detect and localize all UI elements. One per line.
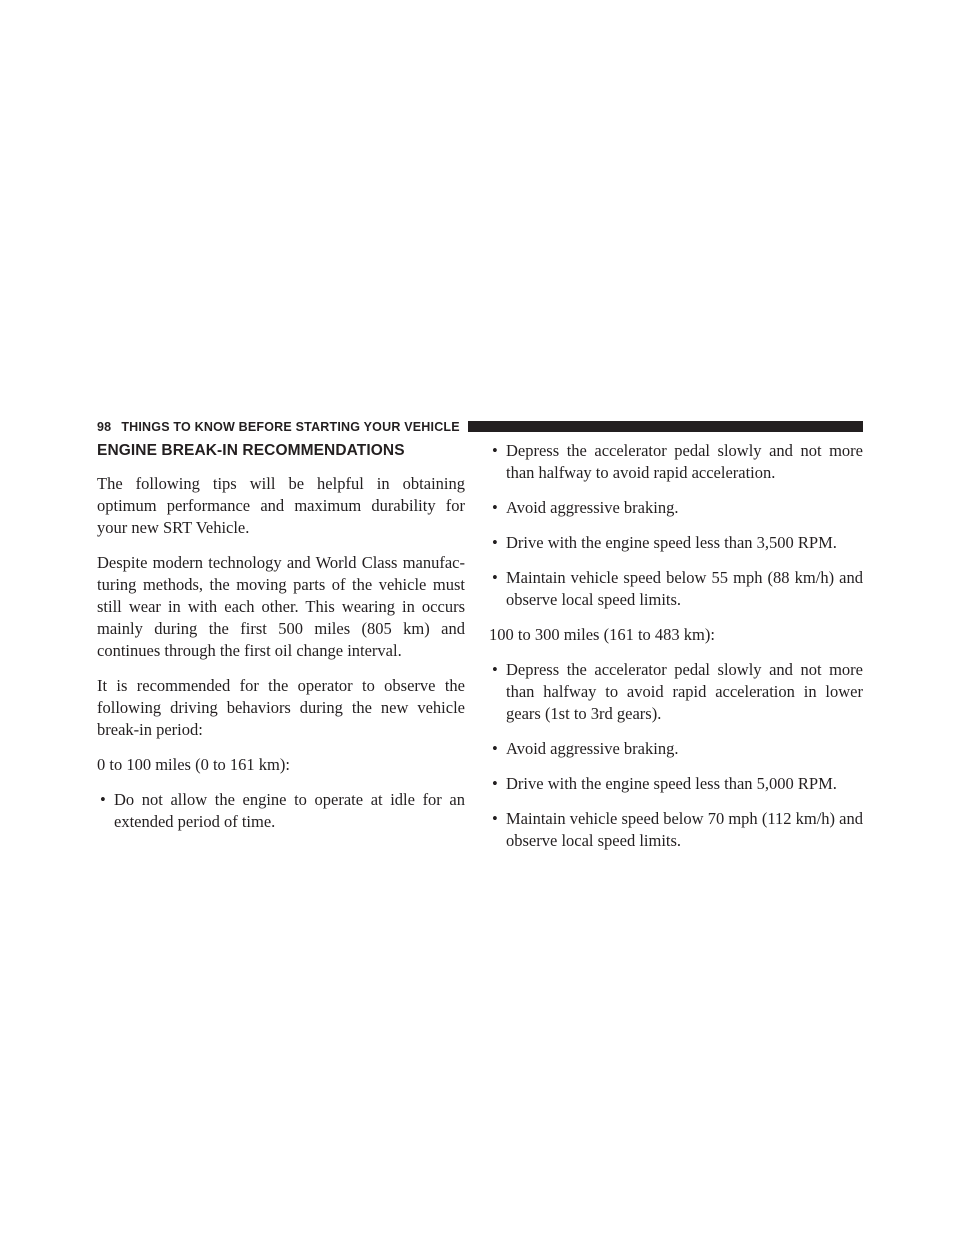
bullet-icon: • (492, 533, 498, 552)
list-item-text: Maintain vehicle speed below 70 mph (112 km/h) and observe local speed limits. (506, 809, 863, 850)
page-number: 98 (97, 419, 112, 434)
bullet-icon: • (492, 774, 498, 793)
bullet-icon: • (492, 498, 498, 517)
list-item-text: Drive with the engine speed less than 5,000 RPM. (506, 774, 837, 793)
bullet-list-0-100-continued (489, 440, 863, 611)
list-item (97, 789, 465, 833)
right-column (489, 440, 863, 865)
bullet-icon: • (492, 568, 498, 587)
intro-paragraph: The following tips will be helpful in obtaining optimum performance and maximum durability for your new SRT Vehicle. (97, 474, 465, 537)
list-item-text: Depress the accelerator pedal slowly and not more than halfway to avoid rapid acceleration in lower gears (1st to 3rd gears). (506, 660, 863, 723)
list-item-text: Avoid aggressive braking. (506, 739, 679, 758)
bullet-icon: • (100, 790, 106, 809)
behavior-paragraph: It is recommended for the operator to observe the following driving behaviors during the new vehicle break-in period: (97, 676, 465, 739)
bullet-icon: • (492, 441, 498, 460)
wear-paragraph: Despite modern technology and World Class manufacturing methods, the moving parts of the vehicle must still wear in with each other. This wearing in occurs mainly during the first 500 miles (805 km) and continues through the first oil change interval. (97, 553, 465, 660)
range-label-100-300: 100 to 300 miles (161 to 483 km): (489, 625, 715, 644)
bullet-list-100-300 (489, 659, 863, 852)
bullet-icon: • (492, 660, 498, 679)
list-item (489, 440, 863, 484)
list-item-text: Maintain vehicle speed below 55 mph (88 km/h) and observe local speed limits. (506, 568, 863, 609)
list-item-text: Do not allow the engine to operate at idle for an extended period of time. (114, 790, 465, 831)
list-item-text: Drive with the engine speed less than 3,500 RPM. (506, 533, 837, 552)
list-item (489, 532, 863, 554)
bullet-icon: • (492, 809, 498, 828)
bullet-icon: • (492, 739, 498, 758)
range-label-0-100: 0 to 100 miles (0 to 161 km): (97, 755, 290, 774)
list-item (489, 738, 863, 760)
page-header (97, 418, 863, 435)
list-item (489, 497, 863, 519)
bullet-list-0-100 (97, 789, 465, 833)
section-heading: ENGINE BREAK-IN RECOMMENDATIONS (97, 442, 405, 459)
list-item (489, 773, 863, 795)
running-title: THINGS TO KNOW BEFORE STARTING YOUR VEHICLE (121, 419, 460, 434)
list-item (489, 808, 863, 852)
list-item-text: Avoid aggressive braking. (506, 498, 679, 517)
left-column (97, 440, 465, 846)
header-rule (468, 421, 863, 432)
list-item-text: Depress the accelerator pedal slowly and not more than halfway to avoid rapid acceleration. (506, 441, 863, 482)
list-item (489, 659, 863, 725)
list-item (489, 567, 863, 611)
